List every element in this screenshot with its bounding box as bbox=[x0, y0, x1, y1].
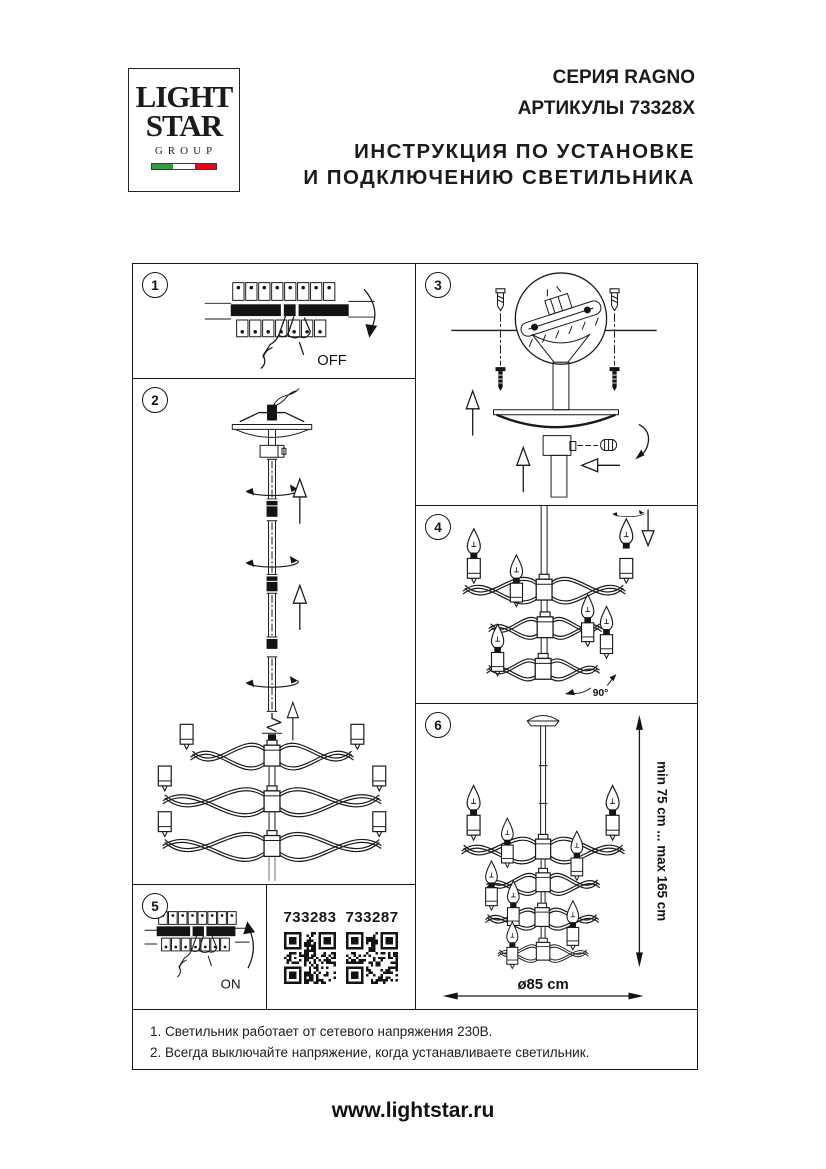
qr-code-left bbox=[284, 932, 336, 984]
rod-assembly-diagram bbox=[133, 379, 415, 884]
height-dimension-label: min 75 cm ... max 165 cm bbox=[654, 761, 670, 922]
article-code-right: 733287 bbox=[345, 909, 399, 926]
ceiling-mounting-diagram bbox=[416, 264, 697, 505]
off-label: OFF bbox=[317, 353, 347, 370]
finished-chandelier-dimensions-diagram bbox=[416, 704, 697, 1009]
power-off-breaker-diagram bbox=[133, 264, 415, 378]
step-5-panel bbox=[132, 884, 267, 1010]
qr-code-right bbox=[346, 932, 398, 984]
article-code-left: 733283 bbox=[283, 909, 337, 926]
step-3-panel bbox=[415, 263, 698, 506]
instruction-title-line2: И ПОДКЛЮЧЕНИЮ СВЕТИЛЬНИКА bbox=[303, 166, 695, 189]
on-label: ON bbox=[220, 976, 241, 992]
angle-label: 90° bbox=[592, 688, 609, 700]
logo-word-group: GROUP bbox=[154, 145, 218, 157]
step-number-badge: 6 bbox=[425, 712, 451, 738]
website-url: www.lightstar.ru bbox=[331, 1099, 495, 1122]
bulb-installation-diagram bbox=[416, 506, 697, 703]
step-number-badge: 3 bbox=[425, 272, 451, 298]
article-codes-panel bbox=[266, 884, 416, 1010]
step-4-panel bbox=[415, 505, 698, 704]
articles-title: АРТИКУЛЫ 73328X bbox=[517, 98, 695, 119]
series-title: СЕРИЯ RAGNO bbox=[552, 67, 695, 88]
italian-flag bbox=[151, 163, 217, 170]
instruction-grid bbox=[132, 263, 698, 1070]
diameter-dimension-label: ø85 cm bbox=[517, 977, 569, 994]
step-2-panel bbox=[132, 378, 416, 885]
logo-word-star: STAR bbox=[145, 108, 223, 143]
note-line-2: 2. Всегда выключайте напряжение, когда устанавливаете светильник. bbox=[150, 1045, 590, 1060]
step-number-badge: 5 bbox=[142, 893, 168, 919]
header-title-block bbox=[303, 62, 695, 191]
step-number-badge: 4 bbox=[425, 514, 451, 540]
step-1-panel bbox=[132, 263, 416, 379]
logo-word-light: LIGHT bbox=[135, 79, 233, 114]
safety-notes-panel bbox=[132, 1009, 698, 1070]
lightstar-logo bbox=[128, 68, 240, 192]
step-number-badge: 2 bbox=[142, 387, 168, 413]
step-6-panel bbox=[415, 703, 698, 1010]
step-number-badge: 1 bbox=[142, 272, 168, 298]
qr-codes bbox=[267, 909, 415, 984]
note-line-1: 1. Светильник работает от сетевого напряжения 230В. bbox=[150, 1024, 493, 1039]
instruction-title-line1: ИНСТРУКЦИЯ ПО УСТАНОВКЕ bbox=[354, 140, 695, 163]
